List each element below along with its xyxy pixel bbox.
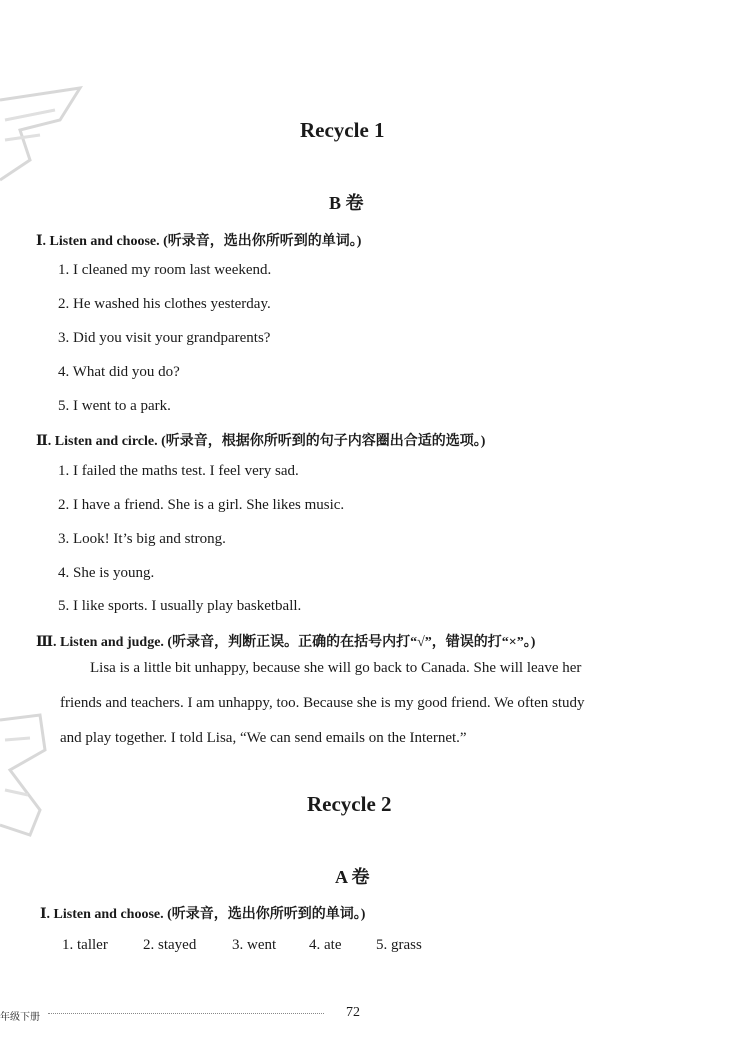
list-item: 1. I failed the maths test. I feel very sad. (58, 463, 299, 479)
watermark-middle (0, 710, 60, 840)
footer-label: 年级下册 (0, 1012, 40, 1023)
watermark-top (0, 80, 90, 190)
paragraph-line: and play together. I told Lisa, “We can send emails on the Internet.” (60, 730, 467, 746)
footer-divider (48, 1013, 324, 1014)
list-item: 2. I have a friend. She is a girl. She likes music. (58, 497, 345, 513)
list-item: 5. I like sports. I usually play basketball. (58, 598, 302, 614)
page-number: 72 (346, 1005, 360, 1020)
list-item: 4. She is young. (58, 565, 155, 581)
paragraph-line: friends and teachers. I am unhappy, too. Because she is my good friend. We often study (60, 695, 585, 711)
list-item: 1. I cleaned my room last weekend. (58, 262, 272, 278)
recycle2-section1-title: Ⅰ. Listen and choose. (听录音，选出你所听到的单词。) (40, 907, 366, 922)
recycle2-paper-label: A 卷 (335, 867, 370, 887)
word-option: 2. stayed (143, 937, 197, 953)
list-item: 4. What did you do? (58, 364, 180, 380)
recycle1-title: Recycle 1 (300, 118, 385, 142)
recycle1-section3-title: Ⅲ. Listen and judge. (听录音，判断正误。正确的在括号内打“√”，错误的打“×”。) (36, 635, 536, 650)
recycle1-section1-title: Ⅰ. Listen and choose. (听录音，选出你所听到的单词。) (36, 234, 362, 249)
recycle1-paper-label: B 卷 (329, 193, 364, 213)
paragraph-line: Lisa is a little bit unhappy, because she will go back to Canada. She will leave her (90, 660, 582, 676)
word-option: 1. taller (62, 937, 108, 953)
list-item: 3. Look! It’s big and strong. (58, 531, 226, 547)
recycle1-section2-title: Ⅱ. Listen and circle. (听录音，根据你所听到的句子内容圈出合适的选项。) (36, 434, 486, 449)
list-item: 2. He washed his clothes yesterday. (58, 296, 271, 312)
word-option: 3. went (232, 937, 277, 953)
recycle2-title: Recycle 2 (307, 792, 392, 816)
list-item: 5. I went to a park. (58, 398, 171, 414)
word-option: 4. ate (309, 937, 342, 953)
list-item: 3. Did you visit your grandparents? (58, 330, 271, 346)
word-option: 5. grass (376, 937, 422, 953)
